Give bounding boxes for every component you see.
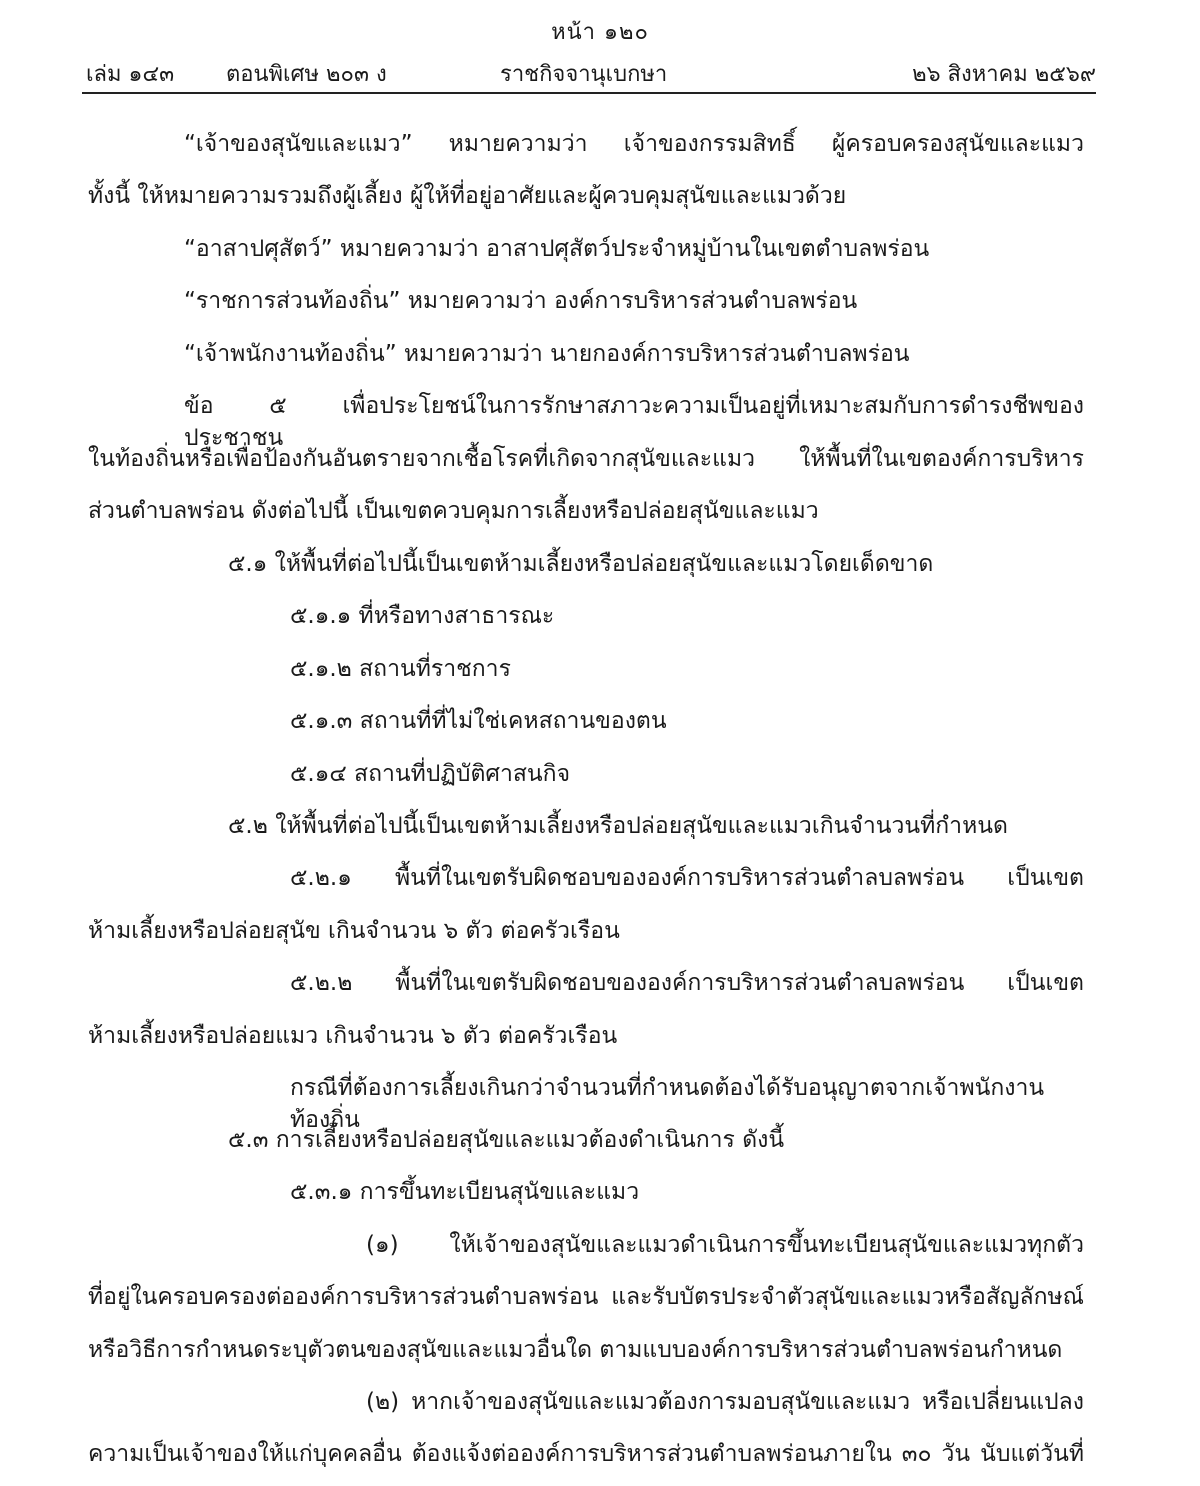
header-gazette-title: ราชกิจจานุเบกษา: [500, 62, 668, 87]
clause-5-line-1: ข้อ ๕ เพื่อประโยชน์ในการรักษาสภาวะความเป็นอยู่ที่เหมาะสมกับการดำรงชีพของประชาชน: [184, 393, 1084, 451]
clause-5-1-2: ๕.๑.๒ สถานที่ราชการ: [290, 656, 511, 682]
definition-owner-line-2: ทั้งนี้ ให้หมายความรวมถึงผู้เลี้ยง ผู้ให้ที่อยู่อาศัยและผู้ควบคุมสุนัขและแมวด้วย: [88, 183, 847, 209]
item-1-line-3: หรือวิธีการกำหนดระบุตัวตนของสุนัขและแมวอื่นใด ตามแบบองค์การบริหารส่วนตำบลพร่อนกำหนด: [88, 1337, 1063, 1363]
item-1-line-2: ที่อยู่ในครอบครองต่อองค์การบริหารส่วนตำบลพร่อน และรับบัตรประจำตัวสุนัขและแมวหรือสัญลักษณ์: [88, 1284, 1084, 1310]
clause-5-1-4: ๕.๑๔ สถานที่ปฏิบัติศาสนกิจ: [290, 761, 571, 787]
clause-5-line-2: ในท้องถิ่นหรือเพื่อป้องกันอันตรายจากเชื้อโรคที่เกิดจากสุนัขและแมว ให้พื้นที่ในเขตองค์การบริหาร: [88, 446, 1084, 472]
clause-5-2: ๕.๒ ให้พื้นที่ต่อไปนี้เป็นเขตห้ามเลี้ยงหรือปล่อยสุนัขและแมวเกินจำนวนที่กำหนด: [228, 813, 1008, 839]
clause-5-2-1-line-1: ๕.๒.๑ พื้นที่ในเขตรับผิดชอบขององค์การบริหารส่วนตำลบลพร่อน เป็นเขต: [290, 865, 1084, 891]
header-volume: เล่ม ๑๔๓: [86, 62, 175, 87]
clause-5-1-1: ๕.๑.๑ ที่หรือทางสาธารณะ: [290, 603, 555, 629]
item-2-line-2: ความเป็นเจ้าของให้แก่บุคคลอื่น ต้องแจ้งต่อองค์การบริหารส่วนตำบลพร่อนภายใน ๓๐ วัน นับแต่วันที่: [88, 1441, 1084, 1467]
definition-local-government: “ราชการส่วนท้องถิ่น” หมายความว่า องค์การบริหารส่วนตำบลพร่อน: [184, 288, 858, 314]
clause-5-line-3: ส่วนตำบลพร่อน ดังต่อไปนี้ เป็นเขตควบคุมการเลี้ยงหรือปล่อยสุนัขและแมว: [88, 498, 819, 524]
clause-5-2-2-line-2: ห้ามเลี้ยงหรือปล่อยแมว เกินจำนวน ๖ ตัว ต่อครัวเรือน: [88, 1023, 618, 1049]
clause-5-2-2-line-1: ๕.๒.๒ พื้นที่ในเขตรับผิดชอบขององค์การบริหารส่วนตำลบลพร่อน เป็นเขต: [290, 970, 1084, 996]
running-header: [86, 56, 1096, 88]
clause-5-1: ๕.๑ ให้พื้นที่ต่อไปนี้เป็นเขตห้ามเลี้ยงหรือปล่อยสุนัขและแมวโดยเด็ดขาด: [228, 551, 934, 577]
item-2-line-1: (๒) หากเจ้าของสุนัขและแมวต้องการมอบสุนัขและแมว หรือเปลี่ยนแปลง: [366, 1389, 1084, 1415]
clause-5-1-3: ๕.๑.๓ สถานที่ที่ไม่ใช่เคหสถานของตน: [290, 708, 667, 734]
clause-5-3: ๕.๓ การเลี้ยงหรือปล่อยสุนัขและแมวต้องดำเนินการ ดังนี้: [228, 1127, 785, 1153]
header-issue: ตอนพิเศษ ๒๐๓ ง: [226, 62, 387, 87]
definition-owner-line-1: “เจ้าของสุนัขและแมว” หมายความว่า เจ้าของกรรมสิทธิ์ ผู้ครอบครองสุนัขและแมว: [184, 131, 1084, 157]
definition-livestock-volunteer: “อาสาปศุสัตว์” หมายความว่า อาสาปศุสัตว์ประจำหมู่บ้านในเขตตำบลพร่อน: [184, 236, 930, 262]
clause-5-3-1: ๕.๓.๑ การขึ้นทะเบียนสุนัขและแมว: [290, 1179, 640, 1205]
header-date: ๒๖ สิงหาคม ๒๕๖๙: [912, 62, 1096, 87]
page-number: หน้า ๑๒๐: [551, 20, 649, 45]
header-rule: [82, 92, 1096, 94]
clause-5-2-exception: กรณีที่ต้องการเลี้ยงเกินกว่าจำนวนที่กำหนดต้องได้รับอนุญาตจากเจ้าพนักงานท้องถิ่น: [290, 1075, 1045, 1133]
definition-local-officer: “เจ้าพนักงานท้องถิ่น” หมายความว่า นายกองค์การบริหารส่วนตำบลพร่อน: [184, 341, 910, 367]
clause-5-2-1-line-2: ห้ามเลี้ยงหรือปล่อยสุนัข เกินจำนวน ๖ ตัว ต่อครัวเรือน: [88, 918, 620, 944]
item-1-line-1: (๑) ให้เจ้าของสุนัขและแมวดำเนินการขึ้นทะเบียนสุนัขและแมวทุกตัว: [366, 1232, 1084, 1258]
